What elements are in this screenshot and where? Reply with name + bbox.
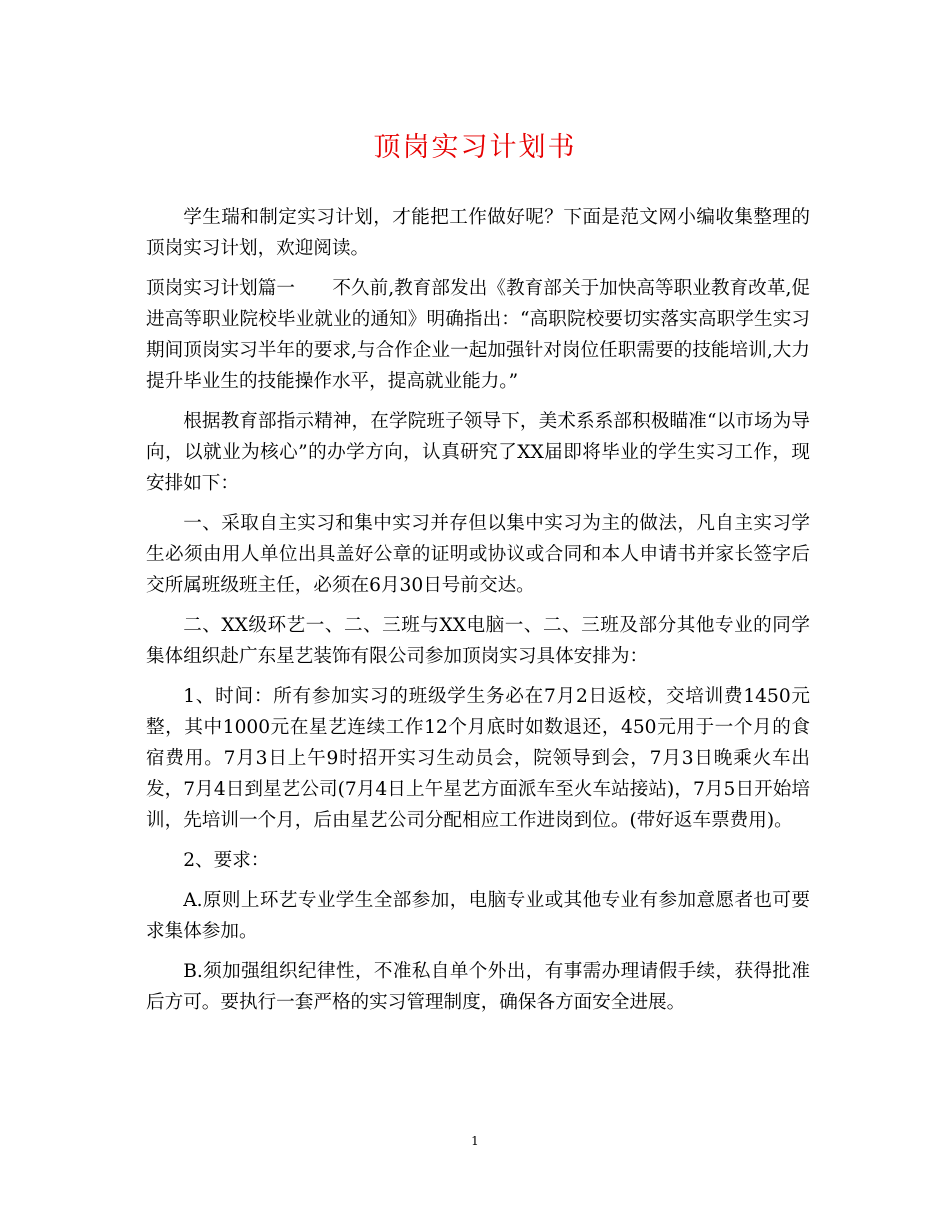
document-body (146, 202, 810, 1027)
paragraph-section-one: 一、采取自主实习和集中实习并存但以集中实习为主的做法，凡自主实习学生必须由用人单位出具盖好公章的证明或协议或合同和本人申请书并家长签字后交所属班级班主任，必须在6月30日号前交达。 (146, 513, 810, 596)
document-title: 顶岗实习计划书 (373, 132, 577, 163)
page-number: 1 (471, 1134, 479, 1148)
paragraph-guidance: 根据教育部指示精神，在学院班子领导下，美术系系部积极瞄准“以市场为导向，以就业为核心”的办学方向，认真研究了XX届即将毕业的学生实习工作，现安排如下： (146, 411, 810, 494)
paragraph-requirements-heading: 2、要求： (183, 850, 270, 871)
paragraph-plan-one: 顶岗实习计划篇一 不久前,教育部发出《教育部关于加快高等职业教育改革,促进高等职业院校毕业就业的通知》明确指出：“高职院校要切实落实高职学生实习期间顶岗实习半年的要求,与合作企业一起加强针对岗位任职需要的技能培训,大力提升毕业生的技能操作水平，提高就业能力。” (146, 278, 810, 392)
paragraph-requirement-b: B.须加强组织纪律性，不准私自单个外出，有事需办理请假手续，获得批准后方可。要执行一套严格的实习管理制度，确保各方面安全进展。 (146, 961, 810, 1013)
paragraph-requirement-a: A.原则上环艺专业学生全部参加，电脑专业或其他专业有参加意愿者也可要求集体参加。 (146, 890, 810, 942)
paragraph-section-two: 二、XX级环艺一、二、三班与XX电脑一、二、三班及部分其他专业的同学集体组织赴广东星艺装饰有限公司参加顶岗实习具体安排为： (146, 615, 810, 667)
paragraph-intro: 学生瑞和制定实习计划，才能把工作做好呢？下面是范文网小编收集整理的顶岗实习计划，欢迎阅读。 (146, 207, 810, 259)
paragraph-time: 1、时间：所有参加实习的班级学生务必在7月2日返校，交培训费1450元整，其中1000元在星艺连续工作12个月底时如数退还，450元用于一个月的食宿费用。7月3日上午9时招开实习生动员会，院领导到会，7月3日晚乘火车出发，7月4日到星艺公司(7月4日上午星艺方面派车至火车站接站)，7月5日开始培训，先培训一个月，后由星艺公司分配相应工作进岗到位。(带好返车票费用)。 (146, 686, 810, 831)
